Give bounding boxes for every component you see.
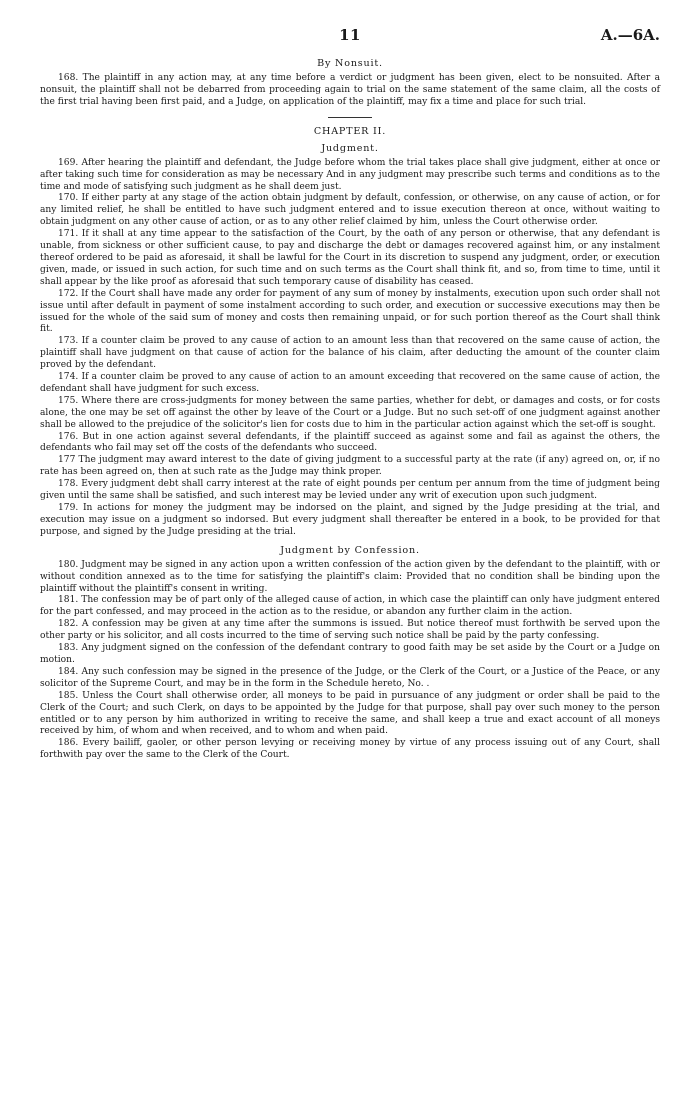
- section-paragraph: 181. The confession may be of part only of the alleged cause of action, in which case the plaintiff can only have judgment entered for the part confessed, and may proceed in the action as to the residue, or abandon any further claim in the action.: [40, 595, 660, 618]
- page-number: 11: [339, 26, 361, 44]
- section-paragraph: 186. Every bailiff, gaoler, or other person levying or receiving money by virtue of any process issuing out of any Court, shall forthwith pay over the same to the Clerk of the Court.: [40, 738, 660, 761]
- section-paragraph: 170. If either party at any stage of the action obtain judgment by default, confession, or otherwise, on any cause of action, or for any limited relief, he shall be entitled to have such judgment entered and to issue execution thereon at once, without waiting to obtain judgment on any other cause of action, or as to any other relief claimed by him, unless the Court otherwise order.: [40, 193, 660, 228]
- judgment-section: [40, 158, 660, 539]
- section-paragraph: 171. If it shall at any time appear to the satisfaction of the Court, by the oath of any person or otherwise, that any defendant is unable, from sickness or other sufficient cause, to pay and discharge the debt or damages recovered against him, or any instalment thereof ordered to be paid as aforesaid, it shall be lawful for the Court in its discretion to suspend any judgment, order, or execution given, made, or issued in such action, for such time and on such terms as the Court shall think fit, and so, from time to time, until it shall appear by the like proof as aforesaid that such temporary cause of disability has ceased.: [40, 229, 660, 287]
- confession-section: [40, 560, 660, 762]
- section-paragraph: 180. Judgment may be signed in any action upon a written confession of the action given by the defendant to the plaintiff, with or without condition annexed as to the time for satisfying the plaintiff's claim: Provided that no condition shall be binding upon the plaintiff without the plaintiff's consent in writing.: [40, 559, 660, 594]
- section-divider: [328, 117, 372, 118]
- document-page: [40, 26, 660, 762]
- section-paragraph: 173. If a counter claim be proved to any cause of action to an amount less than that recovered on the same cause of action, the plaintiff shall have judgment on that cause of action for the balance of his claim, after deducting the amount of the counter claim proved by the defendant.: [40, 336, 660, 371]
- section-paragraph: 182. A confession may be given at any time after the summons is issued. But notice thereof must forthwith be served upon the other party or his solicitor, and all costs incurred to the time of serving such notice shall be paid by the party confessing.: [40, 619, 660, 642]
- page-header: [40, 26, 660, 52]
- document-reference: A.—6A.: [600, 26, 660, 44]
- section-paragraph: 175. Where there are cross-judgments for money between the same parties, whether for debt, or damages and costs, or for costs alone, the one may be set off against the other by leave of the Court or a Judge. But no such set-off of one judgment against another shall be allowed to the prejudice of the solicitor's lien for costs due to him in the particular action against which the set-off is sought.: [40, 395, 660, 430]
- chapter-heading: CHAPTER II.: [313, 125, 387, 137]
- section-paragraph: 169. After hearing the plaintiff and defendant, the Judge before whom the trial takes place shall give judgment, either at once or after taking such time for consideration as may be necessary And in any judgment may prescribe such terms and conditions as to the time and mode of satisfying such judgment as he shall deem just.: [40, 157, 660, 192]
- section-paragraph: 172. If the Court shall have made any order for payment of any sum of money by instalments, execution upon such order shall not issue until after default in payment of some instalment according to such order, and execution or successive executions may then be issued for the whole of the said sum of money and costs then remaining unpaid, or for such portion thereof as the Court shall think fit.: [40, 288, 660, 335]
- nonsuit-section: [40, 73, 660, 109]
- judgment-heading: Judgment.: [321, 142, 379, 154]
- section-paragraph: 184. Any such confession may be signed in the presence of the Judge, or the Clerk of the Court, or a Justice of the Peace, or any solicitor of the Supreme Court, and may be in the form in the Schedule hereto, No. .: [40, 666, 660, 689]
- section-paragraph: 174. If a counter claim be proved to any cause of action to an amount exceeding that recovered on the same cause of action, the defendant shall have judgment for such excess.: [40, 372, 660, 394]
- section-paragraph: 178. Every judgment debt shall carry interest at the rate of eight pounds per centum per annum from the time of judgment being given until the same shall be satisfied, and such interest may be levied under any writ of execution upon such judgment.: [40, 479, 660, 502]
- section-paragraph: 177 The judgment may award interest to the date of giving judgment to a successful party at the rate (if any) agreed on, or, if no rate has been agreed on, then at such rate as the Judge may think proper.: [40, 455, 660, 478]
- confession-heading: Judgment by Confession.: [280, 544, 420, 556]
- nonsuit-heading: By Nonsuit.: [317, 58, 383, 69]
- section-paragraph: 176. But in one action against several defendants, if the plaintiff succeed as against some and fail as against the others, the defendants who fail may set off the costs of the defendants who succeed.: [40, 431, 660, 454]
- section-paragraph: 185. Unless the Court shall otherwise order, all moneys to be paid in pursuance of any judgment or order shall be paid to the Clerk of the Court; and such Clerk, on days to be appointed by the Judge for that purpose, shall pay over such money to the person entitled or to any person by him authorized in writing to receive the same, and shall keep a true and exact account of all moneys received by him, of whom and when received, and to whom and when paid.: [40, 690, 660, 737]
- section-paragraph: 183. Any judgment signed on the confession of the defendant contrary to good faith may be set aside by the Court or a Judge on motion.: [40, 643, 660, 665]
- section-paragraph: 168. The plaintiff in any action may, at any time before a verdict or judgment has been given, elect to be nonsuited. After a nonsuit, the plaintiff shall not be debarred from proceeding again to trial on the same statement of the same claim, all the costs of the first trial having been first paid, and a Judge, on application of the plaintiff, may fix a time and place for such trial.: [40, 73, 660, 107]
- section-paragraph: 179. In actions for money the judgment may be indorsed on the plaint, and signed by the Judge presiding at the trial, and execution may issue on a judgment so indorsed. But every judgment shall thereafter be entered in a book, to be provided for that purpose, and signed by the Judge presiding at the trial.: [40, 503, 660, 537]
